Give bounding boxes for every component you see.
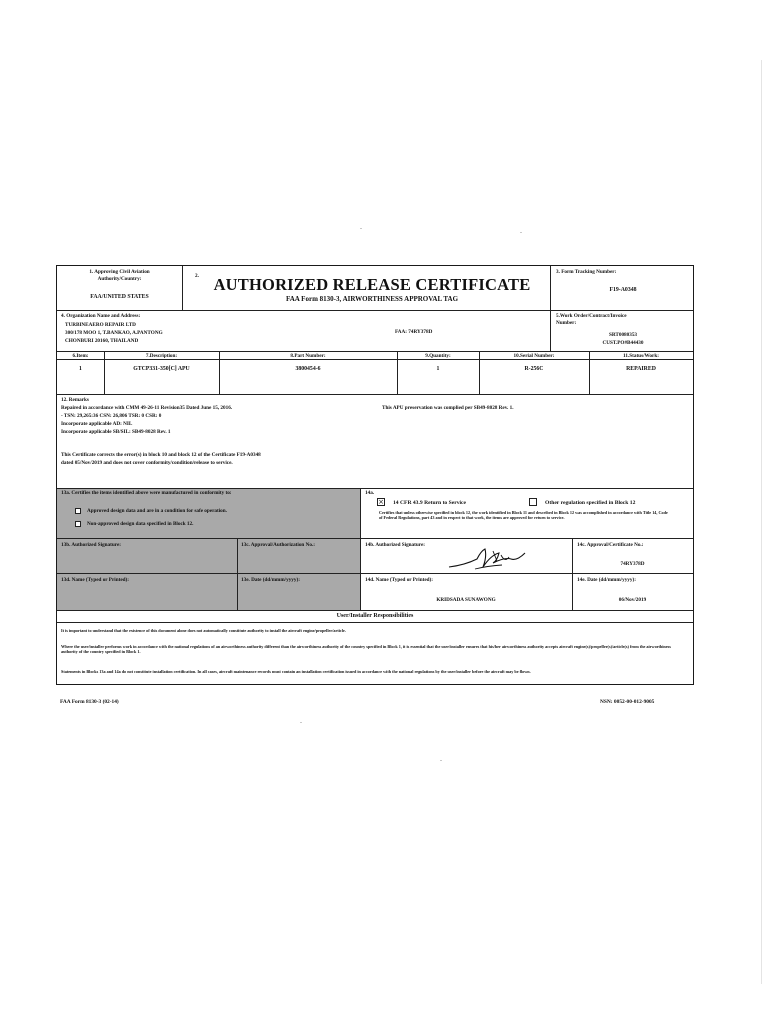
block-14c-label: 14c. Approval/Certificate No.: <box>577 542 644 548</box>
block-13b-label: 13b. Authorized Signature: <box>61 542 121 548</box>
scan-speck <box>360 228 362 229</box>
block-14e-label: 14e. Date (dd/mmm/yyyy): <box>577 577 636 583</box>
organization-address-line2: CHONBURI 20160, THAILAND <box>65 338 139 344</box>
work-order-label <box>556 313 627 326</box>
item-number: 1 <box>79 366 82 372</box>
block-14a-statement: Certifies that unless otherwise specified in block 12, the work identified in Block 11 and described in Block 12 was accomplished in accordance with Title 14, Code of Federal Regulations, part 43 and in respect to that work, the items are approved for return to service. <box>379 510 668 521</box>
preservation-note: This APU preservation was complied per SB49-8028 Rev. 1. <box>382 405 514 411</box>
authorized-release-certificate-form <box>56 265 694 685</box>
cfr-43-9-checkbox-checked[interactable]: × <box>378 498 384 506</box>
other-regulation-checkbox[interactable] <box>529 498 537 506</box>
status-work: REPAIRED <box>626 366 656 372</box>
remarks-line: Repaired in accordance with CMM 49-26-11 Revision35 Dated June 15, 2016. <box>61 405 233 411</box>
scan-edge-line <box>761 60 762 984</box>
work-order-value-1: SRT0080353 <box>608 332 638 338</box>
faa-certificate-number: FAA: 74RY378D <box>395 329 433 335</box>
column-header-status: 11.Status/Work: <box>623 353 659 359</box>
block-1-label-line2: Authority/Country: <box>97 275 142 282</box>
responsibilities-paragraph: Statements in Blocks 13a and 14a do not constitute installation certification. In all cases, aircraft maintenance records must contain an installation certification issued in accordance with the national regulations by the user/installer before the aircraft may be flown. <box>61 669 531 674</box>
authorization-date: 06/Nov/2019 <box>618 597 647 603</box>
column-header-quantity: 9.Quantity: <box>425 353 451 359</box>
block-1-label-line1: 1. Approving Civil Aviation <box>89 269 150 275</box>
responsibilities-paragraph: It is important to understand that the existence of this document alone does not automatically constitute authority to install the aircraft engine/propeller/article. <box>61 628 346 633</box>
work-order-label-line2: Number: <box>556 319 577 326</box>
other-regulation-option: Other regulation specified in Block 12 <box>545 500 636 506</box>
work-order-value-2: CUST.PO#B44430 <box>602 340 644 346</box>
column-header-part-number: 8.Part Number: <box>290 353 326 359</box>
organization-address-line1: 300/178 MOO 1, T.BANKAO, A.PANTONG <box>65 330 163 336</box>
approval-certificate-number: 74RY378D <box>620 561 645 567</box>
block-13-shaded-area <box>57 488 360 610</box>
approved-design-checkbox[interactable] <box>75 508 81 514</box>
quantity: 1 <box>436 366 440 372</box>
correction-note-line2: dated 05/Nov/2019 and does not cover conformity/condition/release to service. <box>61 460 233 466</box>
scan-speck <box>300 722 302 723</box>
column-header-item: 6.Item: <box>72 353 89 359</box>
serial-number: R-256C <box>524 366 544 372</box>
form-tracking-label: 3. Form Tracking Number: <box>556 269 617 275</box>
scan-speck <box>440 760 442 761</box>
scan-speck <box>520 232 522 233</box>
remarks-line: Incorporate applicable SB/SIL: SB49-8028 Rev. 1 <box>61 429 171 435</box>
non-approved-design-checkbox[interactable] <box>75 521 81 527</box>
block-13e-label: 13e. Date (dd/mmm/yyyy): <box>241 577 300 583</box>
remarks-label: 12. Remarks <box>61 397 89 403</box>
page-title: AUTHORIZED RELEASE CERTIFICATE <box>213 275 531 294</box>
part-number: 3800454-6 <box>295 366 321 372</box>
block-13c-label: 13c. Approval/Authorization No.: <box>241 542 315 548</box>
block-14d-label: 14d. Name (Typed or Printed): <box>365 577 433 583</box>
block-1-label <box>61 269 178 282</box>
block-2-number: 2. <box>195 273 199 279</box>
work-order-label-line1: 5.Work Order/Contract/Invoice <box>556 313 627 319</box>
authorized-name: KRIDSADA SUNAWONG <box>436 597 496 603</box>
column-header-description: 7.Description: <box>145 353 178 359</box>
responsibilities-heading: User/Installer Responsibilities <box>336 613 414 619</box>
block-14b-label: 14b. Authorized Signature: <box>365 542 425 548</box>
block-14a-label: 14a. <box>365 490 375 496</box>
form-number-footer: FAA Form 8130-3 (02-14) <box>60 699 119 705</box>
column-header-serial-number: 10.Serial Number: <box>513 353 555 359</box>
non-approved-design-option: Non-approved design data specified in Block 12. <box>87 521 194 527</box>
remarks-line: Incorporate applicable AD: NIL <box>61 421 133 427</box>
item-description: GTCP331-350[C] APU <box>133 366 190 372</box>
cfr-43-9-option: 14 CFR 43.9 Return to Service <box>393 500 467 506</box>
form-subtitle: FAA Form 8130-3, AIRWORTHINESS APPROVAL TAG <box>285 295 459 303</box>
approving-authority-value: FAA/UNITED STATES <box>90 294 149 300</box>
block-13a-label: 13a. Certifies the items identified above were manufactured in conformity to: <box>61 490 232 496</box>
form-tracking-number: F19-A0348 <box>609 287 637 293</box>
organization-name: TURBINEAERO REPAIR LTD <box>65 322 136 328</box>
responsibilities-paragraph: Where the user/installer performs work in accordance with the national regulations of an airworthiness authority different than the airworthiness authority of the country specified in Block 1, it is essential that the user/installer ensures that his/her airworthiness authority accepts aircraft engine(s)/propeller(s)/article(s) from the airworthiness authority of the country specified in Block 1. <box>61 644 671 655</box>
approved-design-option: Approved design data and are in a condition for safe operation. <box>87 508 227 514</box>
block-13d-label: 13d. Name (Typed or Printed): <box>61 577 129 583</box>
authorized-signature-image <box>447 545 527 573</box>
nsn-footer: NSN: 0052-00-012-9005 <box>600 699 655 705</box>
organization-label: 4. Organization Name and Address: <box>61 313 141 319</box>
correction-note-line1: This Certificate corrects the error(s) in block 10 and block 12 of the Certificate F19-A0348 <box>61 452 261 458</box>
remarks-line: - TSN: 29,265:36 CSN: 26,806 TSR: 0 CSR: 0 <box>61 413 162 419</box>
